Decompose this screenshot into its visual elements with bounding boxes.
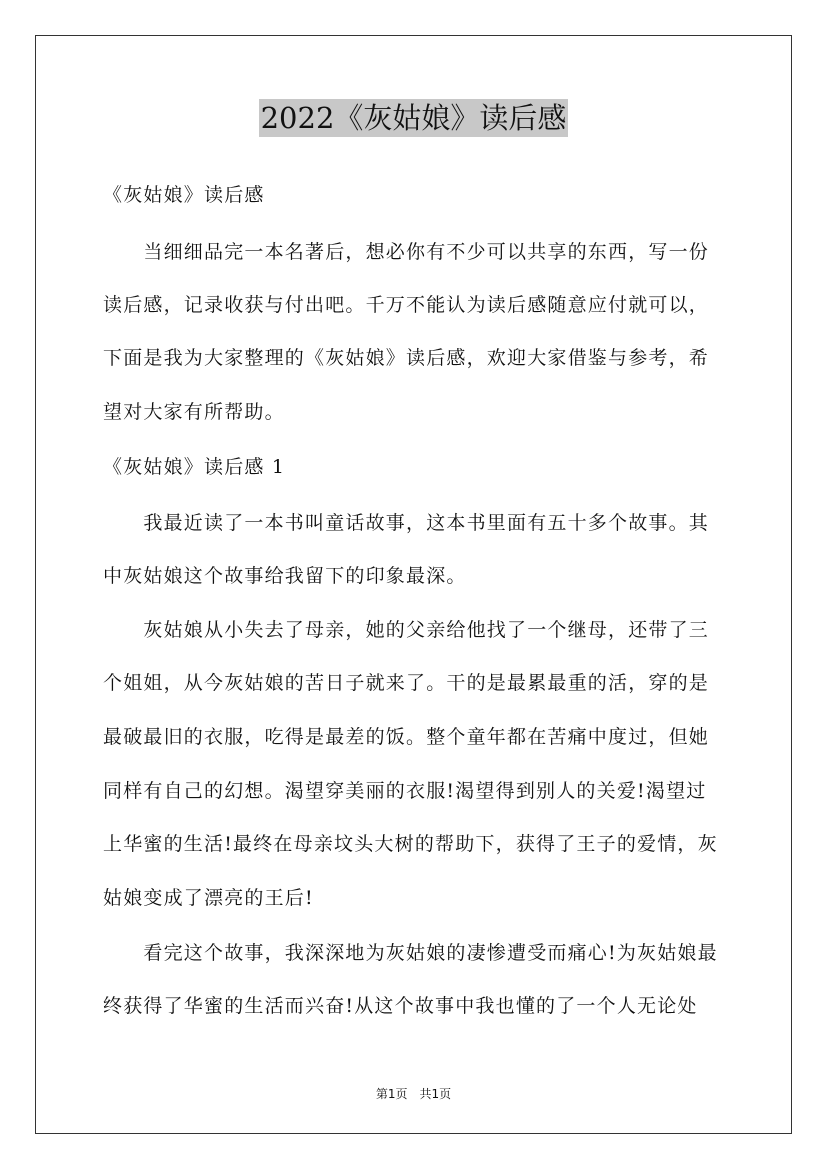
text-line: 最破最旧的衣服，吃得是最差的饭。整个童年都在苦痛中度过，但她 bbox=[103, 726, 710, 748]
text-line: 我最近读了一本书叫童话故事，这本书里面有五十多个故事。其 bbox=[103, 512, 710, 534]
text-line: 读后感，记录收获与付出吧。千万不能认为读后感随意应付就可以， bbox=[103, 294, 710, 316]
page-footer: 第1页 共1页 bbox=[375, 1087, 452, 1101]
text-line: 上华蜜的生活!最终在母亲坟头大树的帮助下，获得了王子的爱情，灰 bbox=[103, 833, 718, 855]
section-heading: 《灰姑娘》读后感 1 bbox=[103, 456, 286, 478]
text-line: 当细细品完一本名著后，想必你有不少可以共享的东西，写一份 bbox=[103, 241, 710, 263]
document-title: 2022《灰姑娘》读后感 bbox=[260, 101, 567, 135]
text-line: 看完这个故事，我深深地为灰姑娘的凄惨遭受而痛心!为灰姑娘最 bbox=[103, 942, 718, 964]
text-line: 望对大家有所帮助。 bbox=[103, 401, 285, 423]
text-line: 个姐姐，从今灰姑娘的苦日子就来了。干的是最累最重的活，穿的是 bbox=[103, 672, 710, 694]
document-title-wrap bbox=[0, 98, 827, 138]
text-line: 灰姑娘从小失去了母亲，她的父亲给他找了一个继母，还带了三 bbox=[103, 619, 710, 641]
text-line: 下面是我为大家整理的《灰姑娘》读后感，欢迎大家借鉴与参考，希 bbox=[103, 347, 710, 369]
subheading: 《灰姑娘》读后感 bbox=[103, 184, 265, 206]
text-line: 姑娘变成了漂亮的王后! bbox=[103, 887, 314, 909]
text-line: 同样有自己的幻想。渴望穿美丽的衣服!渴望得到别人的关爱!渴望过 bbox=[103, 780, 707, 802]
text-line: 终获得了华蜜的生活而兴奋!从这个故事中我也懂的了一个人无论处 bbox=[103, 995, 698, 1017]
text-line: 中灰姑娘这个故事给我留下的印象最深。 bbox=[103, 565, 467, 587]
